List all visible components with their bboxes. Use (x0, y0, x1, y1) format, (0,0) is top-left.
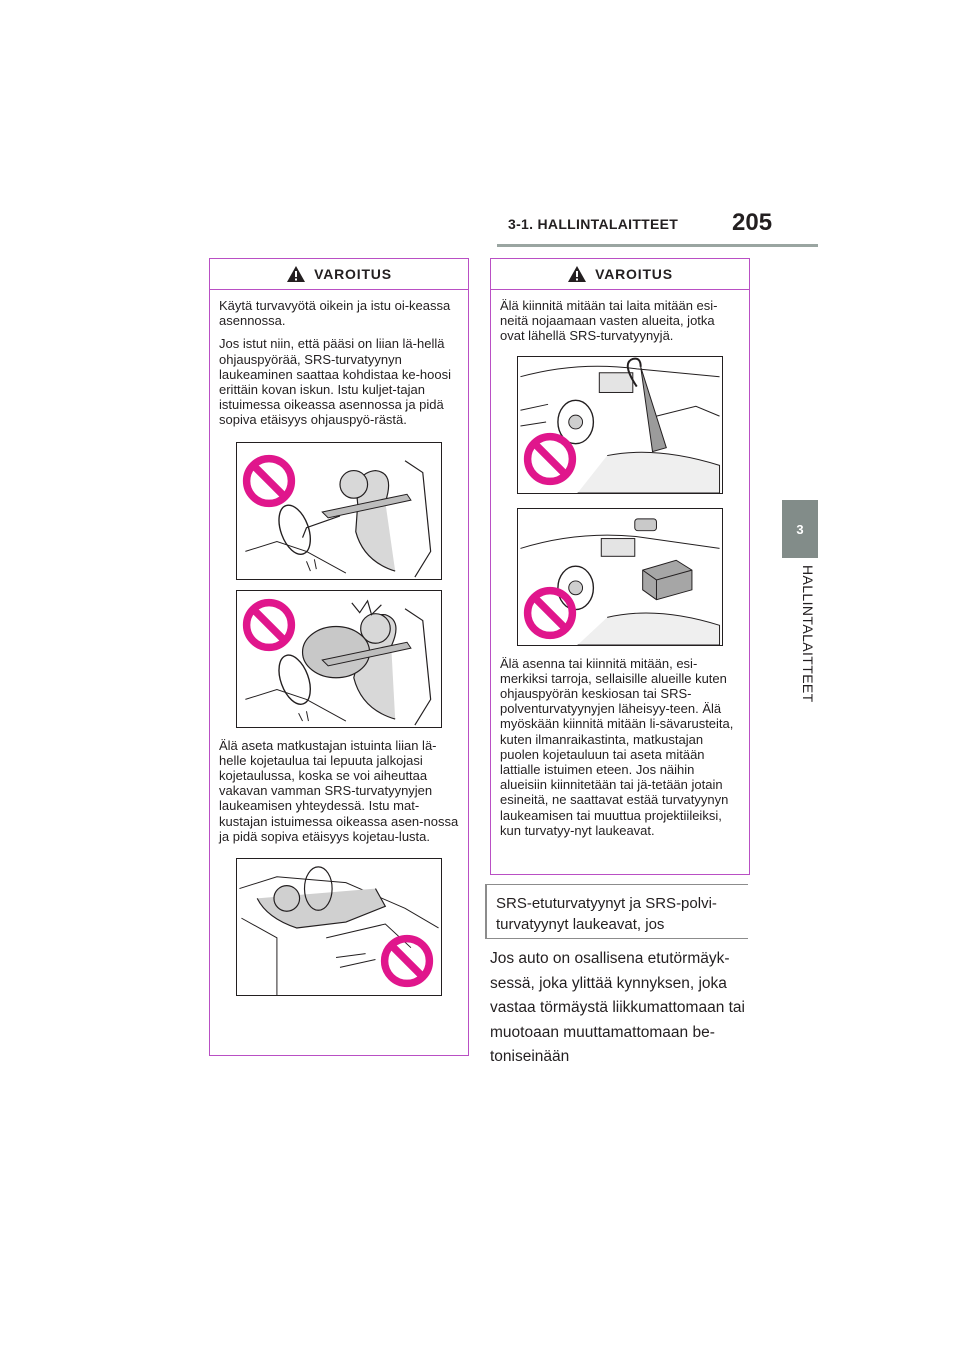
warning-triangle-icon (286, 265, 306, 283)
section-title: 3-1. HALLINTALAITTEET (508, 216, 679, 232)
warning-triangle-icon (567, 265, 587, 283)
warning-paragraph: Älä kiinnitä mitään tai laita mitään esi-neitä nojaamaan vasten alueita, jotka ovat lähellä SRS-turvatyynyjä. (500, 298, 718, 344)
subheading-bar (485, 884, 487, 939)
subheading-rule-bottom (485, 938, 748, 939)
prohibition-icon (522, 585, 578, 641)
prohibition-icon (379, 933, 435, 989)
page-number: 205 (732, 209, 773, 236)
warning-paragraph: Jos istut niin, että pääsi on liian lä-hellä ohjauspyörää, SRS-turvatyynyn laukeaminen saattaa kohdistaa ke-hoosi erittäin kovan iskun. Istu kuljet-tajan istuimessa oikeassa asennossa ja pidä sopiva etäisyys ohjauspyö-rästä. (219, 336, 451, 428)
warning-box-right (490, 258, 750, 875)
umbrella-on-dashboard-illustration (517, 356, 723, 494)
warning-header (210, 259, 468, 290)
driver-airbag-deploy-illustration (236, 590, 442, 728)
warning-paragraph: Älä asenna tai kiinnitä mitään, esi-merkiksi tarroja, sellaisille alueille kuten ohjauspyörän keskiosan tai SRS-polventurvatyynyjen läheisyy-teen. Älä myöskään kiinnitä mitään li-sävarusteita, kuten ilmanraikastinta, matkustajan puolen kojetauluun tai aseta mitään lattialle istuimen eteen. Jos näihin alueisiin kiinnitetään tai jä-tetään jotain esineitä, ne saattavat estää turvatyynyn laukeamisen tai muuttua projektiileiksi, kun turvatyy-nyt laukeavat. (500, 655, 734, 838)
warning-box-left (209, 258, 469, 1056)
subheading-rule-top (485, 884, 748, 885)
warning-title: VAROITUS (595, 266, 673, 282)
warning-title: VAROITUS (314, 266, 392, 282)
warning-paragraph: Käytä turvavyötä oikein ja istu oi-keassa asennossa. (219, 298, 451, 329)
prohibition-icon (241, 453, 297, 509)
warning-paragraph: Älä aseta matkustajan istuinta liian lä-helle kojetaulua tai lepuuta jalkojasi kojetaulussa, koska se voi aiheuttaa vakavan vamman SRS-turvatyynyjen laukeamisen yhteydessä. Istu mat-kustajan istuimessa oikeassa asen-nossa ja pidä sopiva etäisyys kojetau-lusta. (219, 737, 459, 844)
passenger-feet-on-dash-illustration (236, 858, 442, 996)
header-rule (497, 244, 818, 247)
prohibition-icon (522, 431, 578, 487)
prohibition-icon (241, 597, 297, 653)
warning-header (491, 259, 749, 290)
chapter-side-label: HALLINTALAITTEET (800, 565, 816, 703)
driver-too-close-illustration (236, 442, 442, 580)
chapter-tab[interactable]: 3 (782, 500, 818, 558)
body-paragraph: Jos auto on osallisena etutörmäyk-sessä, joka ylittää kynnyksen, joka vastaa törmäystä liikkumattomaan tai muotoaan muuttamattomaan be-toniseinään (490, 950, 745, 1065)
subheading: SRS-etuturvatyynyt ja SRS-polvi-turvatyynyt laukeavat, jos (496, 895, 717, 933)
box-on-console-illustration (517, 508, 723, 646)
